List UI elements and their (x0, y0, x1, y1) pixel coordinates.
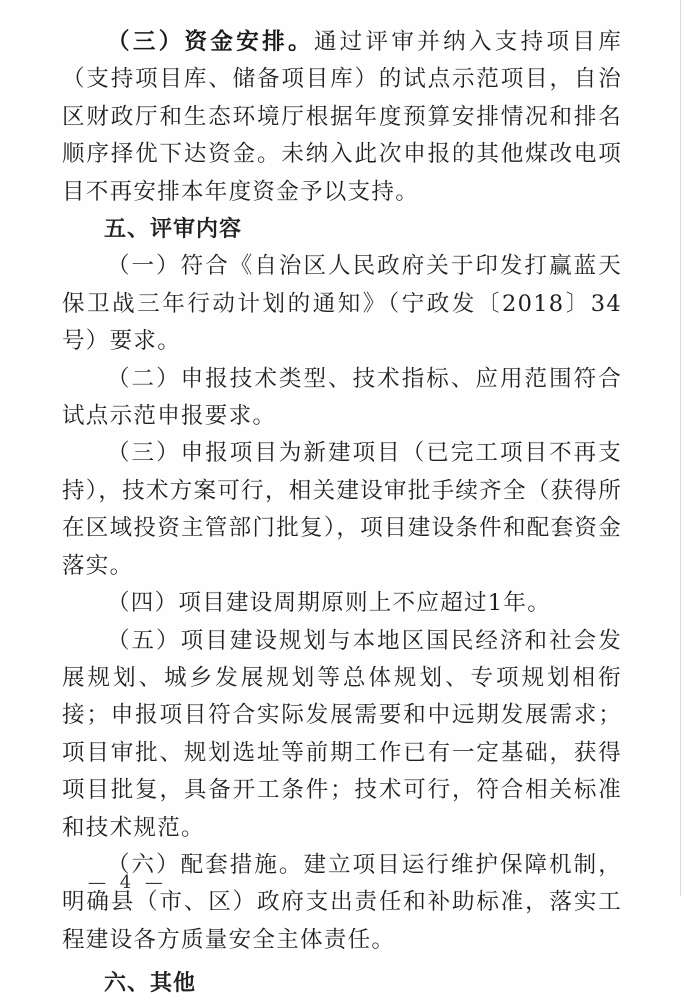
review-item-1: （一）符合《自治区人民政府关于印发打赢蓝天保卫战三年行动计划的通知》（宁政发〔2018〕34号）要求。 (62, 253, 622, 355)
document-body (62, 24, 622, 1003)
scan-edge-divider (680, 0, 681, 896)
page-number: — 4 — (88, 872, 167, 893)
review-item-3: （三）申报项目为新建项目（已完工项目不再支持），技术方案可行，相关建设审批手续齐全（获得所在区域投资主管部门批复），项目建设条件和配套资金落实。 (62, 440, 622, 579)
review-item-5: （五）项目建设规划与本地区国民经济和社会发展规划、城乡发展规划等总体规划、专项规划相衔接；申报项目符合实际发展需要和中远期发展需求；项目审批、规划选址等前期工作已有一定基础，获得项目批复，具备开工条件；技术可行，符合相关标准和技术规范。 (62, 627, 622, 841)
review-item-2: （二）申报技术类型、技术指标、应用范围符合试点示范申报要求。 (62, 365, 622, 430)
section-heading-other: 六、其他 (104, 971, 197, 997)
paragraph-funding-arrangement (62, 24, 622, 211)
paragraph-text: 通过评审并纳入支持项目库（支持项目库、储备项目库）的试点示范项目，自治区财政厅和生态环境厅根据年度预算安排情况和排名顺序择优下达资金。未纳入此次申报的其他煤改电项目不再安排本年度资金予以支持。 (62, 29, 622, 205)
review-item-6: （六）配套措施。建立项目运行维护保障机制，明确县（市、区）政府支出责任和补助标准，落实工程建设各方质量安全主体责任。 (62, 851, 622, 953)
paragraph-lead: （三）资金安排。 (107, 29, 314, 55)
review-item-4: （四）项目建设周期原则上不应超过1年。 (107, 590, 552, 617)
section-heading-review-content: 五、评审内容 (104, 217, 243, 243)
